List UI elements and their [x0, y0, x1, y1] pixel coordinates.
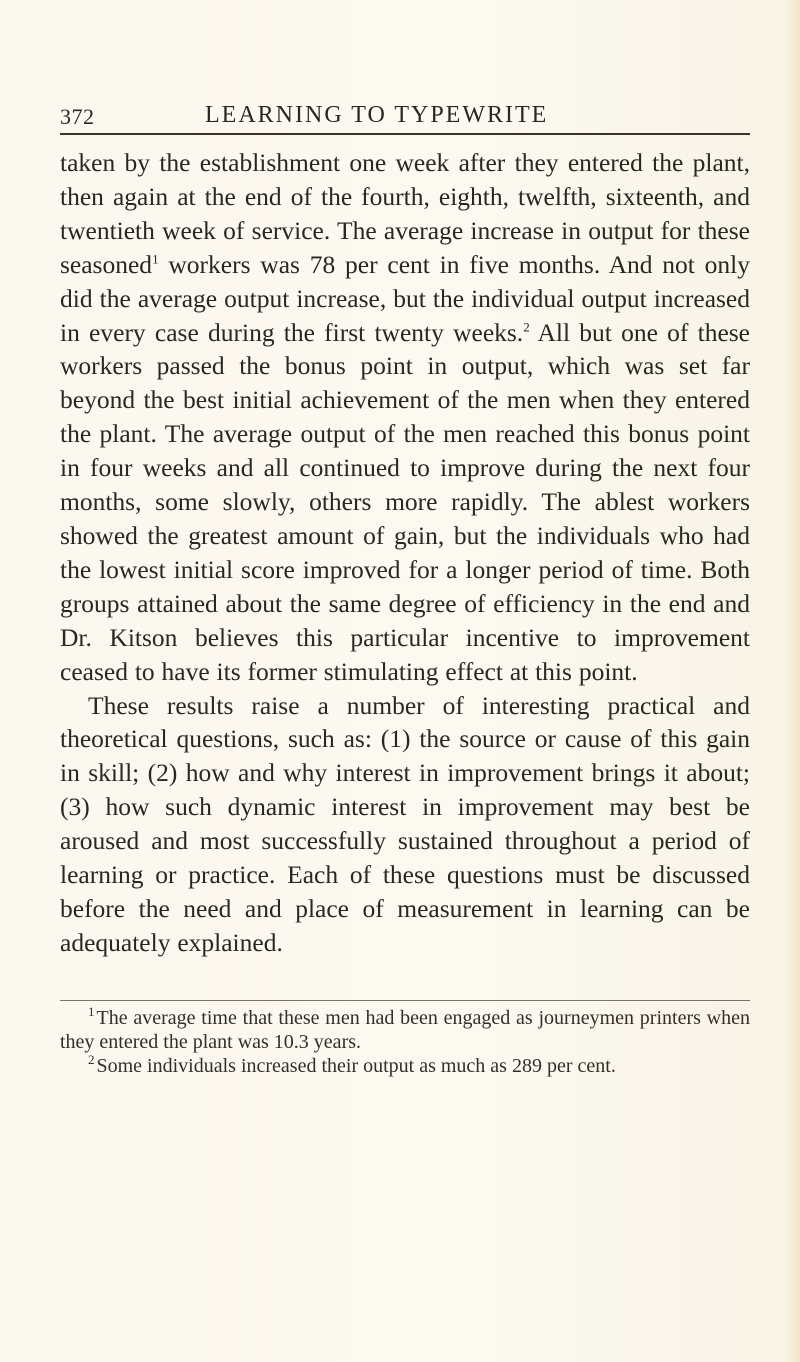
- footnote-1-text: The average time that these men had been engaged as journeymen printers when they entered the plant was 10.3 years.: [60, 1007, 750, 1053]
- footnote-1-marker: 1: [88, 1004, 95, 1020]
- paragraph-1: [60, 146, 750, 689]
- footnote-2: [60, 1054, 750, 1078]
- running-head: LEARNING TO TYPEWRITE: [205, 102, 549, 128]
- footnote-reference-1: 1: [152, 251, 159, 267]
- main-text: [60, 146, 750, 960]
- paragraph-1-part-2: workers was 78 per cent in five months. And not only did the average output increase, but the individual output increased in every case during the first twenty weeks.: [60, 249, 750, 347]
- header-rule: [60, 133, 750, 135]
- page-header: [60, 100, 750, 130]
- paragraph-2: These results raise a number of interesting practical and theoretical questions, such as: (1) the source or cause of this gain in skill; (2) how and why interest in improvement brings it about; (3) how such dynamic interest in improvement may best be aroused and most successfully sustained throughout a period of learning or practice. Each of these questions must be discussed before the need and place of measurement in learning can be adequately explained.: [60, 690, 750, 957]
- footnote-1: [60, 1006, 750, 1054]
- footnote-rule: [60, 1000, 750, 1001]
- paragraph-1-part-1: taken by the establishment one week after they entered the plant, then again at the end of the fourth, eighth, twelfth, sixteenth, and twentieth week of service. The average increase in output for these seasoned: [60, 148, 750, 279]
- footnote-reference-2: 2: [523, 319, 530, 335]
- footnotes: [60, 1006, 750, 1078]
- footnote-2-text: Some individuals increased their output as much as 289 per cent.: [96, 1055, 616, 1077]
- footnote-2-marker: 2: [88, 1052, 95, 1068]
- page-edge-shadow: [786, 0, 800, 1362]
- page-number: 372: [60, 104, 95, 129]
- paragraph-1-part-3: All but one of these workers passed the bonus point in output, which was set far beyond the best initial achievement of the men when they entered the plant. The average output of the men reached this bonus point in four weeks and all continued to improve during the next four months, some slowly, others more rapidly. The ablest workers showed the greatest amount of gain, but the individuals who had the lowest initial score improved for a longer period of time. Both groups attained about the same degree of efficiency in the end and Dr. Kitson believes this particular incentive to improvement ceased to have its former stimulating effect at this point.: [60, 317, 750, 686]
